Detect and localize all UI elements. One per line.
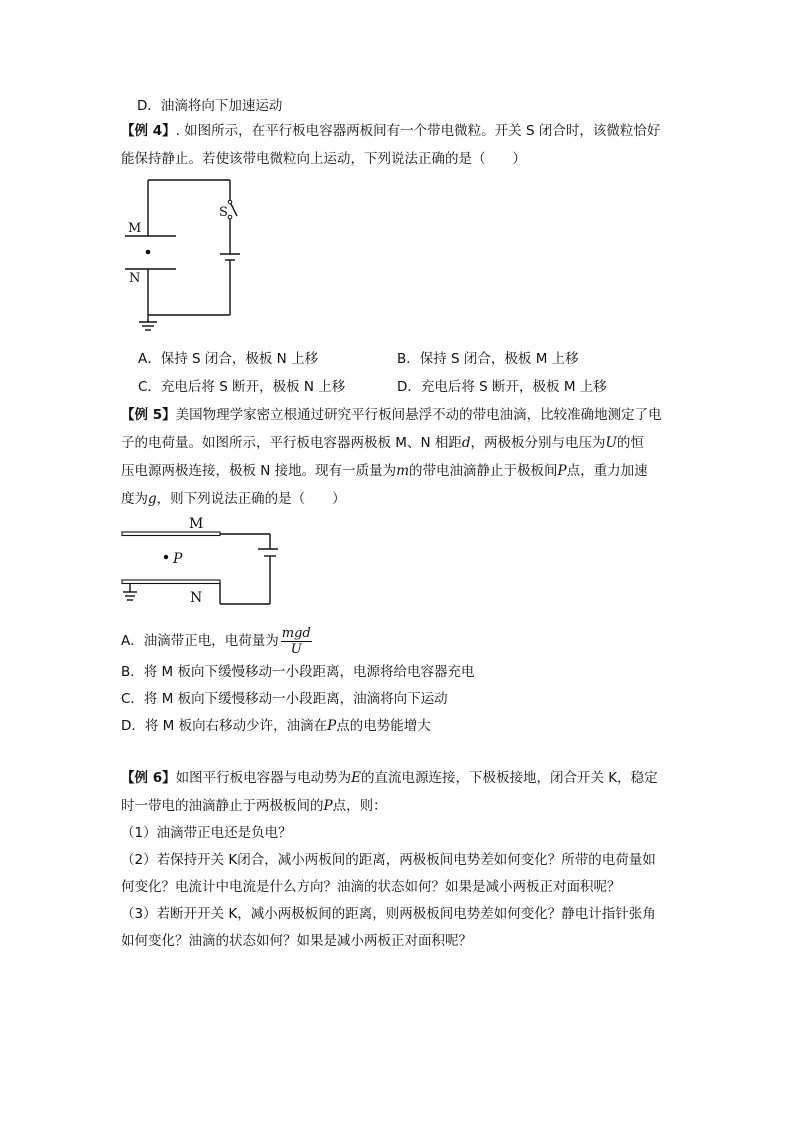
- example-6-stem-text-1b: 的直流电源连接，下极板接地，闭合开关 K，稳定: [360, 770, 658, 786]
- oil-drop: [164, 555, 168, 559]
- example-5-stem-text-2c: 的恒: [616, 435, 644, 451]
- example-4-circuit-diagram: [118, 172, 258, 332]
- example-4-stem-line-1: [121, 121, 660, 141]
- example-5-option-b: B．将 M 板向下缓慢移动一小段距离，电源将给电容器充电: [121, 664, 475, 680]
- example-4-option-b: B．保持 S 闭合，极板 M 上移: [397, 351, 579, 367]
- example-5-stem-text-2b: ，两极板分别与电压为: [470, 435, 606, 451]
- label-m: M: [189, 516, 204, 532]
- switch-s: [230, 202, 237, 216]
- example-5-stem-line-4: [121, 489, 346, 509]
- plate-n: [122, 580, 220, 584]
- var-d: d: [461, 435, 471, 451]
- var-g: g: [148, 491, 157, 507]
- var-p: P: [323, 798, 333, 814]
- label-m: M: [128, 221, 142, 236]
- plate-m: [122, 532, 220, 536]
- example-5-option-d-text-a: D．将 M 板向右移动少许，油滴在: [121, 718, 328, 734]
- example-6-stem-line-2: [121, 796, 387, 816]
- example-6-stem-text-1a: 如图平行板电容器与电动势为: [175, 770, 352, 786]
- example-5-option-d-text-b: 点的电势能增大: [336, 718, 431, 734]
- example-4-option-c: C．充电后将 S 断开，极板 N 上移: [138, 379, 346, 395]
- var-p: P: [557, 463, 567, 479]
- example-6-label: 【例 6】: [121, 770, 176, 786]
- example-4-option-d: D．充电后将 S 断开，极板 M 上移: [397, 379, 607, 395]
- example-6-question-3-line-2: 如何变化？油滴的状态如何？如果是减小两板正对面积呢？: [121, 933, 472, 949]
- example-4-label: 【例 4】: [121, 123, 176, 139]
- var-e: E: [351, 770, 361, 786]
- example-6-stem-text-2a: 时一带电的油滴静止于两极板间的: [121, 798, 324, 814]
- example-6-question-2-line-1: （2）若保持开关 K闭合，减小两板间的距离，两极板间电势差如何变化？所带的电荷量如: [121, 852, 656, 868]
- example-4-option-a: A．保持 S 闭合，极板 N 上移: [138, 351, 319, 367]
- example-4-stem-line-2: 能保持静止。若使该带电微粒向上运动，下列说法正确的是（ ）: [121, 151, 526, 167]
- label-n: N: [129, 271, 141, 286]
- example-5-stem-line-3: [121, 461, 648, 481]
- label-n: N: [190, 590, 203, 606]
- example-5-stem-text-2a: 子的电荷量。如图所示，平行板电容器两极板 M、N 相距: [121, 435, 462, 451]
- example-5-label: 【例 5】: [121, 407, 176, 423]
- example-5-option-d: [121, 716, 431, 736]
- example-5-stem-line-2: [121, 433, 644, 453]
- fraction-denominator: U: [290, 641, 302, 657]
- option-d-top: D．油滴将向下加速运动: [137, 98, 283, 114]
- example-6-question-2-line-2: 何变化？电流计中电流是什么方向？油滴的状态如何？如果是减小两板正对面积呢？: [121, 879, 621, 895]
- var-p: P: [327, 718, 337, 734]
- switch-contact: [228, 215, 232, 219]
- example-5-circuit-diagram: [118, 512, 278, 608]
- example-4-stem-text-1: . 如图所示，在平行板电容器两板间有一个带电微粒。开关 S 闭合时，该微粒恰好: [175, 123, 661, 139]
- example-5-stem-text-3c: 点，重力加速: [566, 463, 648, 479]
- example-5-stem-text-4a: 度为: [121, 491, 148, 507]
- switch-pivot: [228, 200, 232, 204]
- example-5-option-c: C．将 M 板向下缓慢移动一小段距离，油滴将向下运动: [121, 691, 448, 707]
- label-p: P: [173, 551, 183, 567]
- charged-particle: [146, 250, 151, 255]
- example-5-stem-line-1: [121, 405, 662, 425]
- example-6-stem-text-2b: 点，则：: [332, 798, 387, 814]
- example-6-stem-line-1: [121, 768, 658, 788]
- example-6-question-1: （1）油滴带正电还是负电？: [121, 825, 292, 841]
- example-5-option-a-text: A．油滴带正电，电荷量为: [121, 633, 279, 649]
- var-m: m: [396, 463, 409, 479]
- example-6-question-3-line-1: （3）若断开开关 K，减小两极板间的距离，则两极板间电势差如何变化？静电计指针张角: [121, 906, 656, 922]
- example-5-stem-text-1: 美国物理学家密立根通过研究平行板间悬浮不动的带电油滴，比较准确地测定了电: [175, 407, 662, 423]
- example-5-stem-text-3b: 的带电油滴静止于极板间: [409, 463, 558, 479]
- label-s: S: [219, 205, 228, 220]
- example-5-stem-text-4b: ，则下列说法正确的是（ ）: [156, 491, 346, 507]
- fraction-numerator: mgd: [281, 625, 311, 641]
- example-5-option-a: [121, 625, 312, 657]
- example-5-stem-text-3a: 压电源两极连接，极板 N 接地。现有一质量为: [121, 463, 397, 479]
- charge-fraction: [281, 626, 312, 657]
- var-u: U: [605, 435, 617, 451]
